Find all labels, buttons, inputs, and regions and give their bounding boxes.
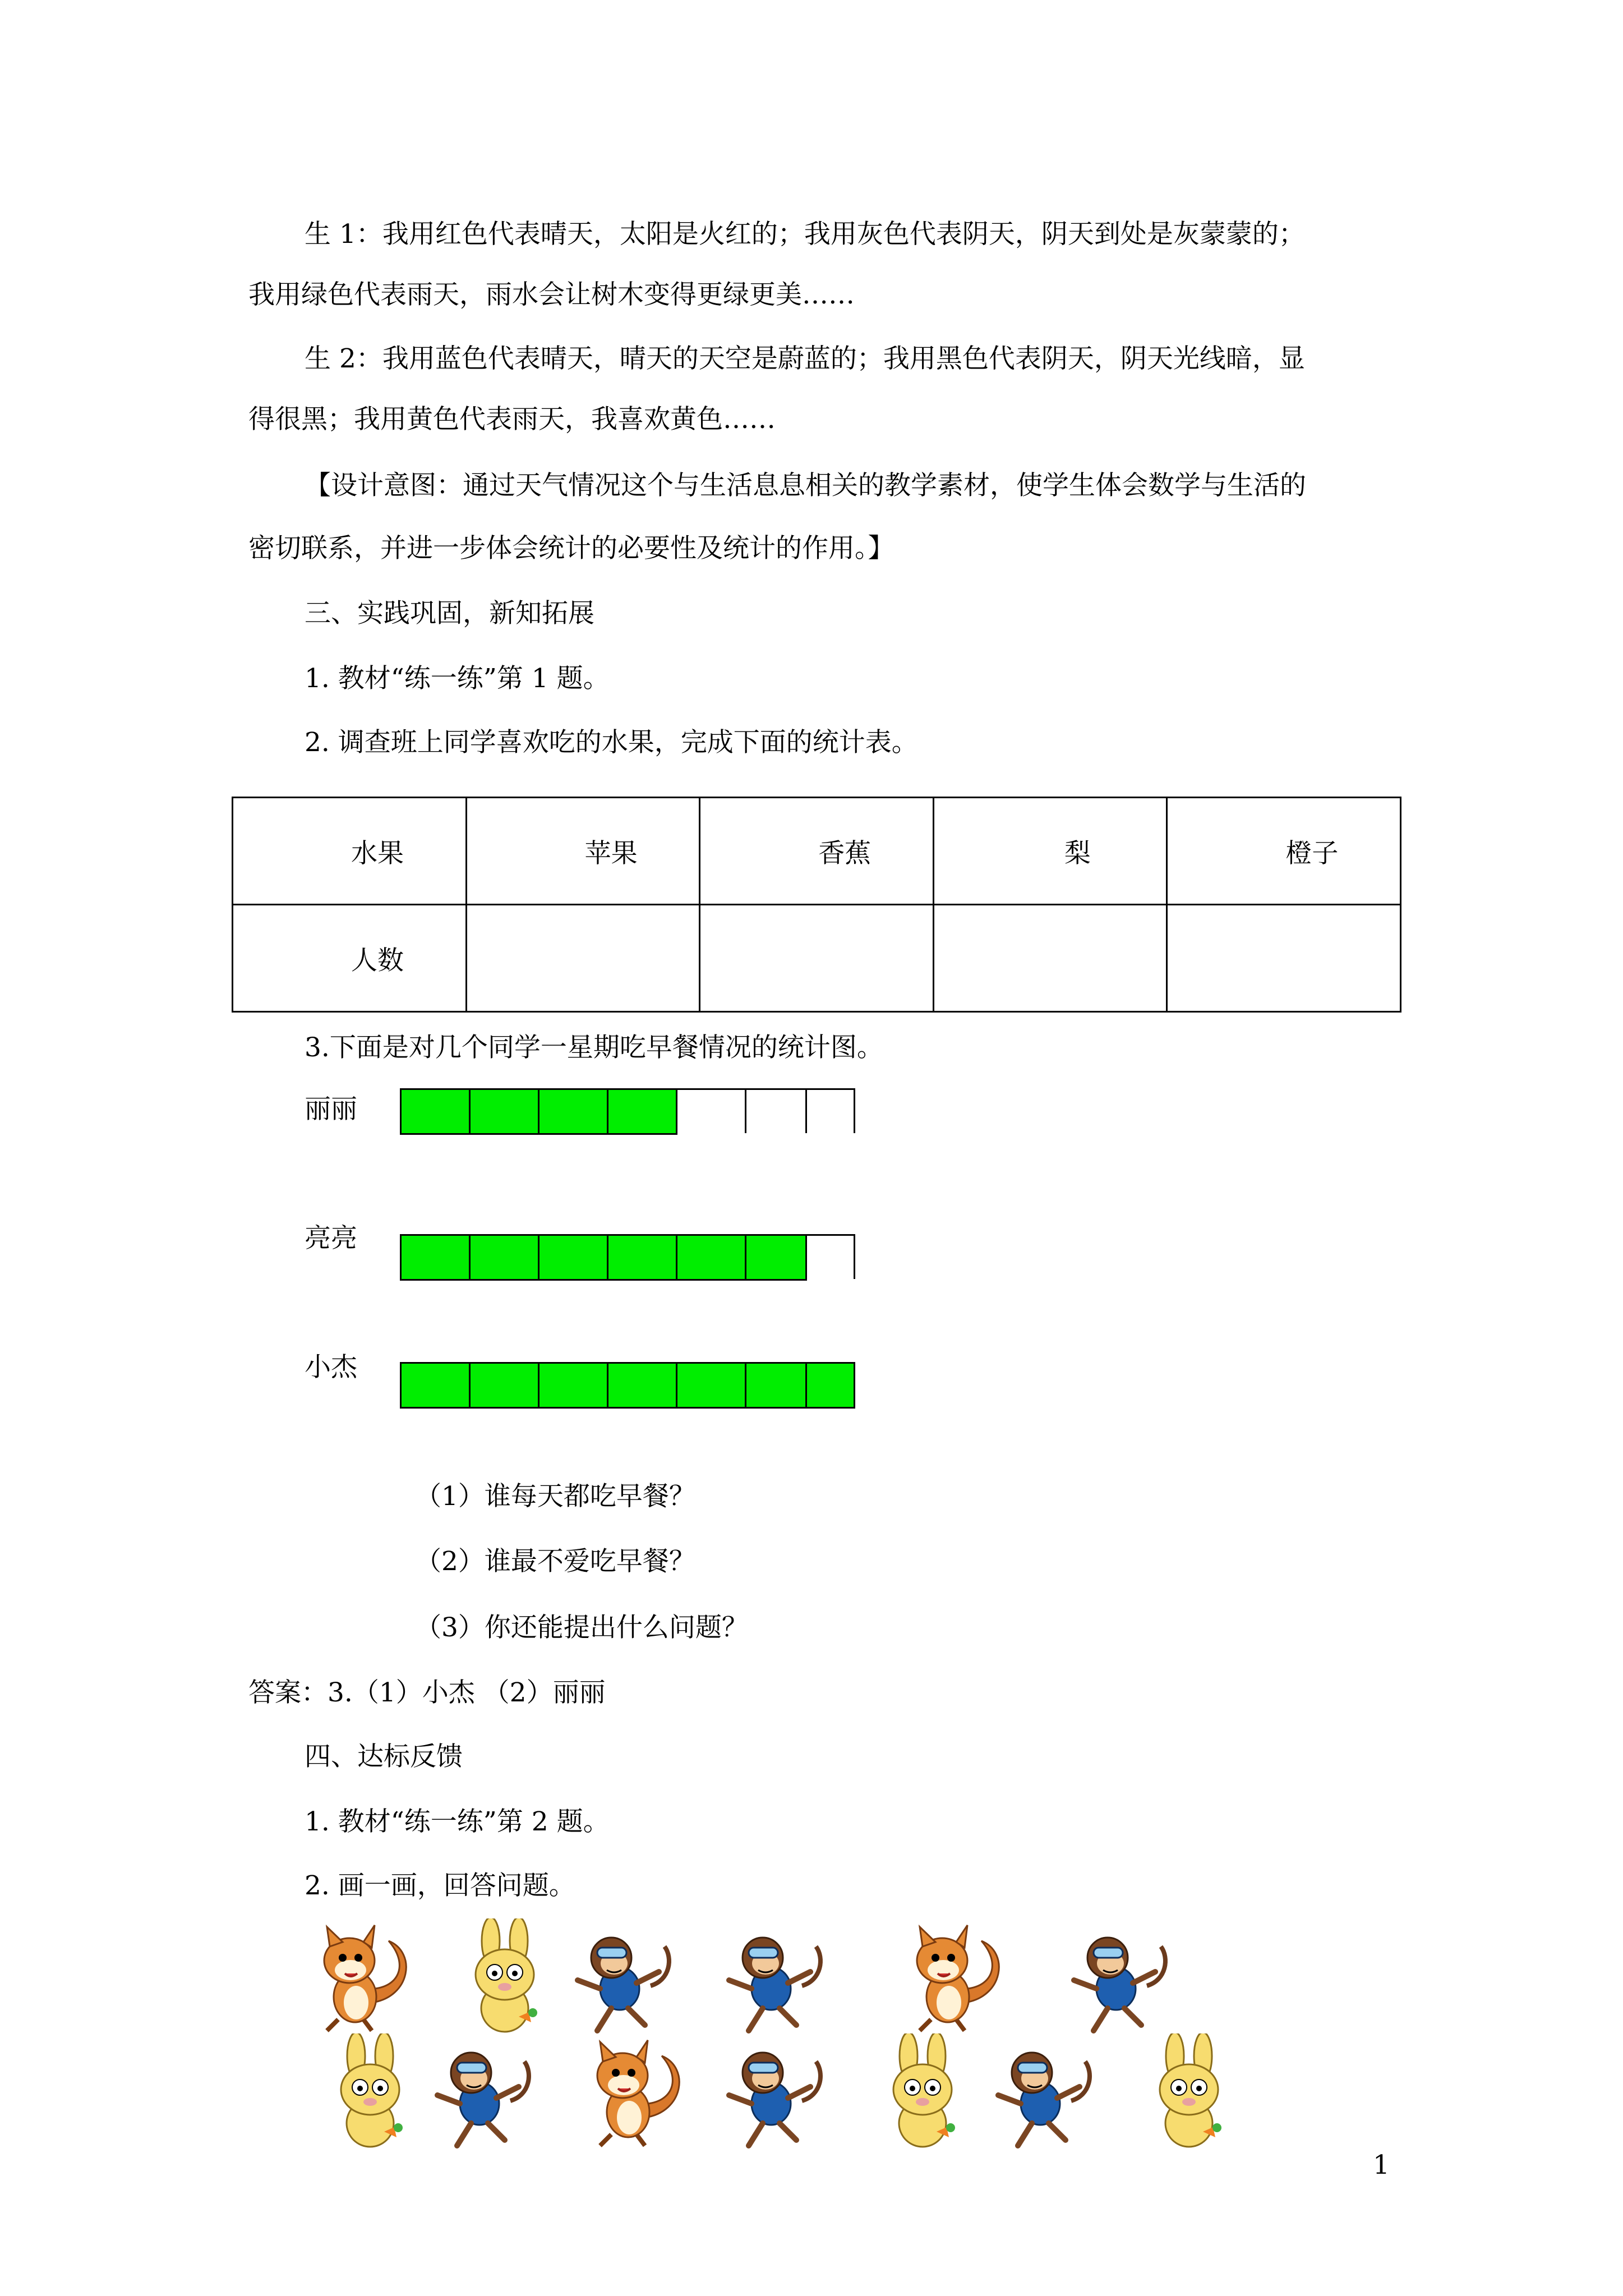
bar-cell-empty — [807, 1090, 855, 1133]
item-4: 1. 教材“练一练”第 2 题。 — [305, 1806, 610, 1837]
monkey-icon — [718, 2033, 830, 2151]
monkey-icon — [566, 1918, 679, 2036]
fruit-table-count-row — [233, 905, 1401, 1012]
squirrel-icon — [578, 2033, 690, 2151]
fruit-header-cell: 橙子 — [1167, 798, 1401, 905]
chart-label-xiaojie: 小杰 — [305, 1352, 357, 1383]
monkey-icon — [987, 2033, 1099, 2151]
section3-heading: 三、实践巩固，新知拓展 — [305, 598, 594, 629]
bar-liangliang — [400, 1234, 855, 1281]
p1-line2: 我用绿色代表雨天，雨水会让树木变得更绿更美…… — [248, 279, 855, 310]
p2-line1: 生 2：我用蓝色代表晴天，晴天的天空是蔚蓝的；我用黑色代表阴天，阴天光线暗，显 — [305, 343, 1305, 374]
item-5: 2. 画一画，回答问题。 — [305, 1870, 575, 1901]
rabbit-icon — [866, 2033, 979, 2151]
answer-line: 答案：3.（1）小杰 （2）丽丽 — [248, 1677, 606, 1708]
bar-cell-empty — [746, 1090, 807, 1133]
count-input-cell[interactable] — [466, 905, 700, 1012]
bar-lili — [400, 1088, 855, 1135]
count-input-cell[interactable] — [933, 905, 1167, 1012]
bar-cell-filled — [471, 1236, 540, 1281]
section4-heading: 四、达标反馈 — [305, 1741, 463, 1772]
bar-cell-filled — [402, 1090, 471, 1135]
count-input-cell[interactable] — [700, 905, 934, 1012]
item-3: 3.下面是对几个同学一星期吃早餐情况的统计图。 — [305, 1032, 883, 1063]
fruit-header-cell: 香蕉 — [700, 798, 934, 905]
chart-label-liangliang: 亮亮 — [305, 1223, 357, 1254]
bar-cell-filled — [402, 1236, 471, 1281]
bar-cell-filled — [540, 1236, 608, 1281]
fruit-header-cell: 水果 — [233, 798, 467, 905]
p1-line1: 生 1：我用红色代表晴天，太阳是火红的；我用灰色代表阴天，阴天到处是灰蒙蒙的； — [305, 219, 1305, 250]
bar-cell-filled — [608, 1236, 677, 1281]
bar-cell-filled — [746, 1364, 807, 1409]
fruit-header-cell: 苹果 — [466, 798, 700, 905]
bar-cell-empty — [807, 1236, 855, 1279]
p3-line2: 密切联系，并进一步体会统计的必要性及统计的作用。】 — [248, 533, 895, 564]
monkey-icon — [426, 2033, 538, 2151]
question-1: （1）谁每天都吃早餐？ — [415, 1481, 695, 1512]
item-1: 1. 教材“练一练”第 1 题。 — [305, 663, 610, 694]
fruit-table — [232, 797, 1401, 1013]
fruit-header-cell: 梨 — [933, 798, 1167, 905]
rabbit-icon — [449, 1918, 561, 2036]
bar-cell-filled — [677, 1236, 746, 1281]
monkey-icon — [718, 1918, 830, 2036]
fruit-table-header-row — [233, 798, 1401, 905]
rabbit-icon — [1133, 2033, 1245, 2151]
monkey-icon — [1063, 1918, 1175, 2036]
bar-cell-filled — [746, 1236, 807, 1281]
question-3: （3）你还能提出什么问题？ — [415, 1612, 748, 1643]
bar-cell-filled — [807, 1364, 855, 1409]
bar-cell-filled — [540, 1090, 608, 1135]
page-number: 1 — [1373, 2150, 1390, 2180]
bar-cell-filled — [471, 1090, 540, 1135]
p3-line1: 【设计意图：通过天气情况这个与生活息息相关的教学素材，使学生体会数学与生活的 — [305, 470, 1306, 501]
squirrel-icon — [897, 1918, 1009, 2036]
bar-cell-filled — [402, 1364, 471, 1409]
count-label-cell: 人数 — [233, 905, 467, 1012]
bar-cell-filled — [471, 1364, 540, 1409]
chart-label-lili: 丽丽 — [305, 1094, 357, 1125]
bar-xiaojie — [400, 1362, 855, 1409]
bar-cell-empty — [677, 1090, 746, 1133]
question-2: （2）谁最不爱吃早餐？ — [415, 1546, 695, 1577]
rabbit-icon — [314, 2033, 426, 2151]
bar-cell-filled — [677, 1364, 746, 1409]
item-2: 2. 调查班上同学喜欢吃的水果，完成下面的统计表。 — [305, 727, 918, 758]
bar-cell-filled — [540, 1364, 608, 1409]
squirrel-icon — [305, 1918, 417, 2036]
bar-cell-filled — [608, 1090, 677, 1135]
p2-line2: 得很黑；我用黄色代表雨天，我喜欢黄色…… — [248, 404, 776, 435]
bar-cell-filled — [608, 1364, 677, 1409]
count-input-cell[interactable] — [1167, 905, 1401, 1012]
